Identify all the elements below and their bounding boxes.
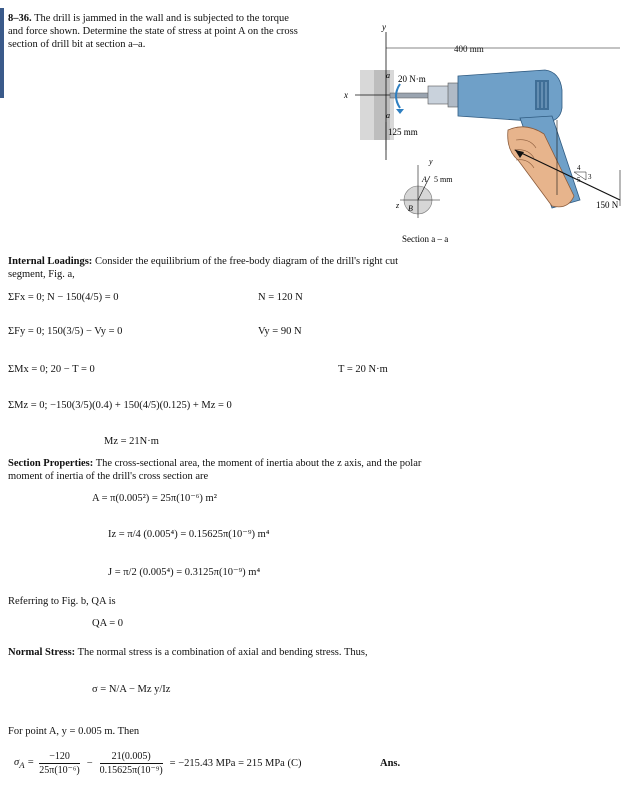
sigma-a-symbol: $\sigma_A$ = (14, 756, 35, 771)
section-text: The cross-sectional area, the moment of inertia about the z axis, and the polar moment of inertia of the drill's cross section are (8, 458, 422, 482)
section-z-label: z (396, 201, 400, 210)
section-mark-top: a (386, 71, 390, 80)
area-equation: A = π(0.005²) = 25π(10⁻⁶) m² (92, 493, 217, 504)
qa-reference: Referring to Fig. b, QA is (8, 596, 116, 607)
slope-5: 5 (577, 176, 581, 184)
left-margin-bar (0, 8, 4, 98)
section-point-a: A (422, 175, 427, 184)
inertia-equation: Iz = π/4 (0.005⁴) = 0.15625π(10⁻⁹) m⁴ (108, 529, 270, 540)
fraction-1 (39, 750, 79, 777)
section-properties-paragraph (8, 457, 438, 483)
normal-stress-formula: σ = N/A − Mz y/Iz (92, 684, 171, 695)
drill-figure (330, 10, 630, 255)
eq-sum-fy-result: Vy = 90 N (258, 326, 302, 337)
polar-equation: J = π/2 (0.005⁴) = 0.3125π(10⁻⁹) m⁴ (108, 567, 261, 578)
torque-label: 20 N·m (398, 74, 426, 84)
sigma-a-equation (14, 750, 301, 777)
normal-text: The normal stress is a combination of axial and bending stress. Thus, (77, 647, 368, 658)
slope-4: 4 (577, 164, 581, 172)
eq-sum-mz-result: Mz = 21N·m (104, 436, 159, 447)
fraction-2-numerator: 21(0.005) (100, 750, 163, 764)
fraction-2-denominator: 0.15625π(10⁻⁹) (99, 765, 163, 776)
fraction-2 (100, 750, 163, 777)
dim-400-label: 400 mm (454, 44, 484, 54)
normal-stress-paragraph (8, 646, 448, 659)
section-radius-label: 5 mm (434, 175, 453, 184)
section-caption: Section a – a (402, 234, 449, 244)
normal-heading: Normal Stress: (8, 647, 76, 658)
answer-label: Ans. (380, 758, 401, 769)
y-axis-label: y (382, 22, 386, 32)
eq-sum-fy: ΣFy = 0; 150(3/5) − Vy = 0 (8, 326, 123, 337)
qa-equation: QA = 0 (92, 618, 124, 629)
section-y-label: y (429, 157, 433, 166)
force-label: 150 N (596, 200, 619, 210)
chuck-collar (448, 83, 458, 107)
internal-text: Consider the equilibrium of the free-body diagram of the drill's right cut segment, Fig. a, (8, 256, 399, 280)
torque-arrow-head (396, 109, 404, 114)
problem-text: The drill is jammed in the wall and is subjected to the torque and force shown. Determine the state of stress at point A on the cross section of drill bit at section a–a. (8, 13, 298, 50)
fraction-1-numerator: −120 (39, 750, 79, 764)
fraction-1-denominator: 25π(10⁻⁶) (39, 765, 80, 776)
eq-sum-mx: ΣMx = 0; 20 − T = 0 (8, 364, 95, 375)
minus-sign: − (86, 758, 93, 769)
eq-sum-fx-result: N = 120 N (258, 292, 303, 303)
eq-sum-mz: ΣMz = 0; −150(3/5)(0.4) + 150(4/5)(0.125) + Mz = 0 (8, 400, 232, 411)
drill-chuck (428, 86, 450, 104)
eq-sum-mx-result: T = 20 N·m (338, 364, 388, 375)
dim-125-label: 125 mm (388, 127, 418, 137)
problem-number: 8–36. (8, 13, 32, 24)
sigma-a-result: = −215.43 MPa = 215 MPa (C) (169, 758, 302, 769)
section-mark-bottom: a (386, 111, 390, 120)
internal-loadings-paragraph (8, 255, 428, 281)
internal-heading: Internal Loadings: (8, 256, 93, 267)
section-heading: Section Properties: (8, 458, 94, 469)
eq-sum-fx: ΣFx = 0; N − 150(4/5) = 0 (8, 292, 119, 303)
point-a-statement: For point A, y = 0.005 m. Then (8, 726, 140, 737)
slope-3: 3 (588, 173, 592, 181)
x-axis-label: x (344, 90, 348, 100)
problem-statement (8, 12, 298, 51)
section-point-b: B (408, 204, 413, 213)
